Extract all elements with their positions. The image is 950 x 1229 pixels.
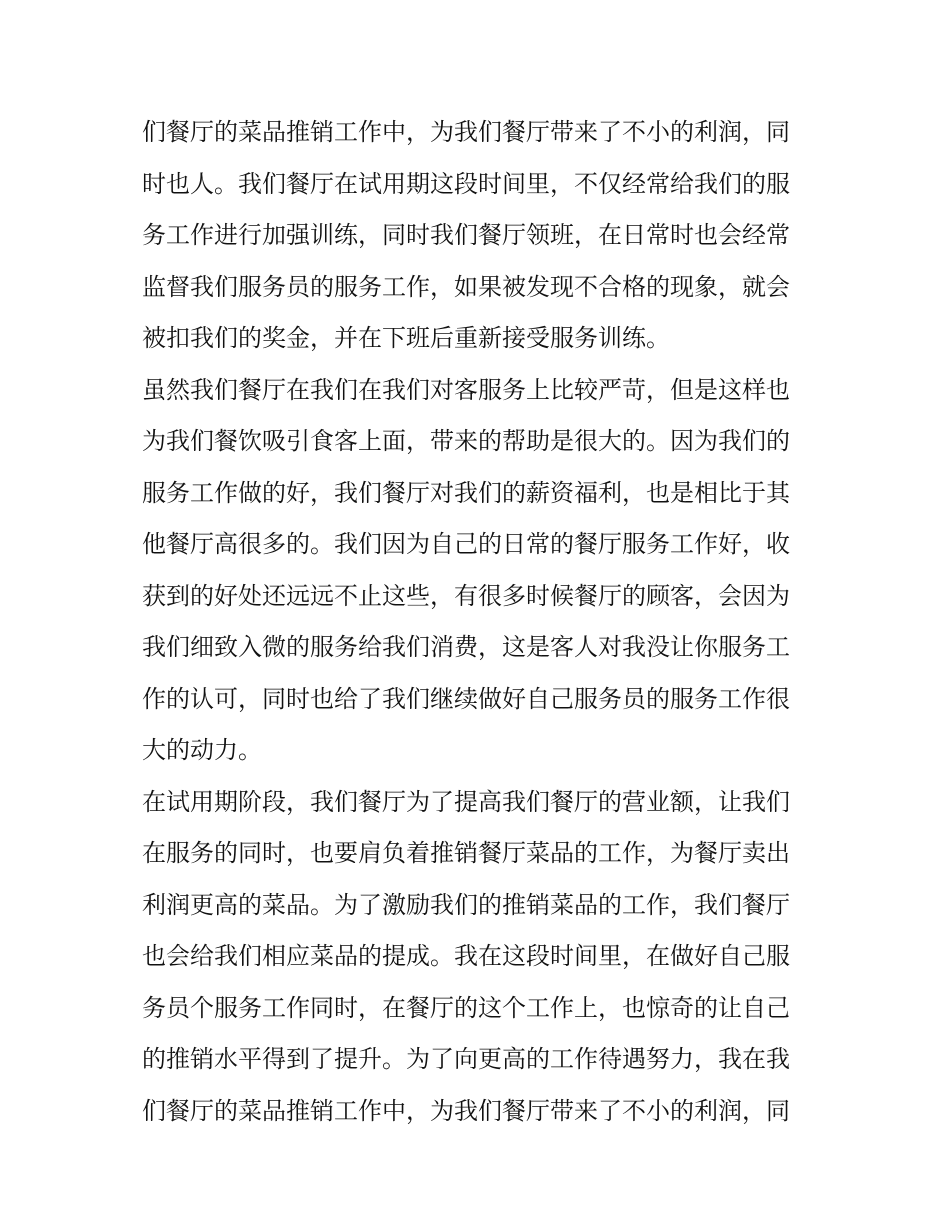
text-line: 们餐厅的菜品推销工作中，为我们餐厅带来了不小的利润，同	[142, 118, 790, 146]
text-line: 被扣我们的奖金，并在下班后重新接受服务训练。	[142, 324, 670, 352]
text-line: 务工作进行加强训练，同时我们餐厅领班，在日常时也会经常	[142, 221, 790, 249]
text-line: 作的认可，同时也给了我们继续做好自己服务员的服务工作很	[142, 684, 790, 713]
text-line: 为我们餐饮吸引食客上面，带来的帮助是很大的。因为我们的	[142, 427, 790, 455]
text-line: 的推销水平得到了提升。为了向更高的工作待遇努力，我在我	[142, 1045, 790, 1073]
text-line: 在试用期阶段，我们餐厅为了提高我们餐厅的营业额，让我们	[142, 787, 790, 816]
text-line: 我们细致入微的服务给我们消费，这是客人对我没让你服务工	[142, 633, 790, 661]
text-line: 服务工作做的好，我们餐厅对我们的薪资福利，也是相比于其	[142, 478, 790, 507]
text-line: 们餐厅的菜品推销工作中，为我们餐厅带来了不小的利润，同	[142, 1096, 790, 1125]
text-line: 务员个服务工作同时，在餐厅的这个工作上，也惊奇的让自己	[142, 993, 790, 1022]
text-line: 获到的好处还远远不止这些，有很多时候餐厅的顾客，会因为	[142, 581, 790, 610]
text-line: 虽然我们餐厅在我们在我们对客服务上比较严苛，但是这样也	[142, 375, 790, 404]
text-line: 也会给我们相应菜品的提成。我在这段时间里，在做好自己服	[142, 942, 790, 970]
text-line: 他餐厅高很多的。我们因为自己的日常的餐厅服务工作好，收	[142, 530, 790, 558]
text-line: 时也人。我们餐厅在试用期这段时间里，不仅经常给我们的服	[142, 169, 790, 198]
text-line: 大的动力。	[142, 736, 262, 764]
text-line: 在服务的同时，也要肩负着推销餐厅菜品的工作，为餐厅卖出	[142, 839, 790, 867]
text-line: 利润更高的菜品。为了激励我们的推销菜品的工作，我们餐厅	[142, 890, 790, 919]
text-line: 监督我们服务员的服务工作，如果被发现不合格的现象，就会	[142, 272, 790, 301]
document-body	[142, 107, 812, 1137]
